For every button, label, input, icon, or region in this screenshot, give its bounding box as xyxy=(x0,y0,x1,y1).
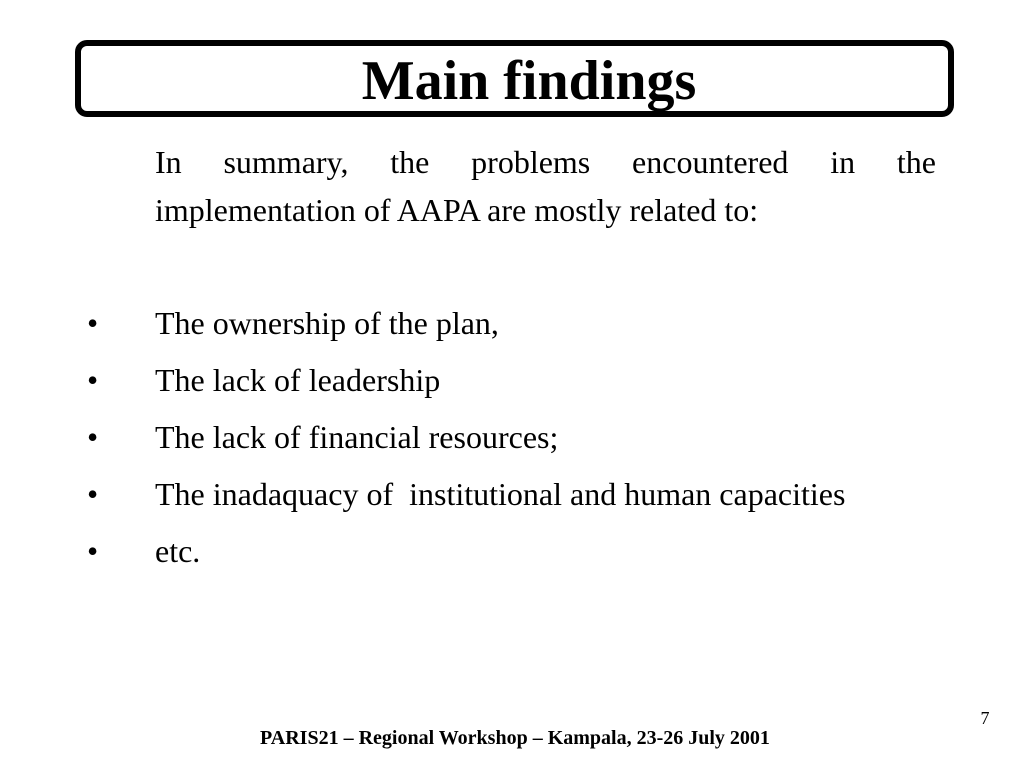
list-item xyxy=(0,470,936,518)
list-item xyxy=(0,413,936,461)
list-item-text: The inadaquacy of institutional and human capacities xyxy=(155,476,846,512)
list-item-text: The lack of financial resources; xyxy=(155,419,559,455)
list-item xyxy=(0,299,936,347)
list-item-text: The ownership of the plan, xyxy=(155,305,499,341)
list-item xyxy=(0,527,936,575)
page-number: 7 xyxy=(980,708,990,728)
intro-paragraph: In summary, the problems encountered in the implementation of AAPA are mostly related to: xyxy=(155,144,936,228)
slide-title: Main findings xyxy=(361,50,697,112)
list-item-text: The lack of leadership xyxy=(155,362,441,398)
bullet-icon: • xyxy=(87,419,99,455)
bullet-icon: • xyxy=(87,476,99,512)
bullet-icon: • xyxy=(87,533,99,569)
bullet-icon: • xyxy=(87,305,99,341)
bullet-icon: • xyxy=(87,362,99,398)
list-item xyxy=(0,356,936,404)
footer-text: PARIS21 – Regional Workshop – Kampala, 23-26 July 2001 xyxy=(260,727,770,749)
list-item-text: etc. xyxy=(155,533,201,569)
findings-list xyxy=(0,299,1024,584)
